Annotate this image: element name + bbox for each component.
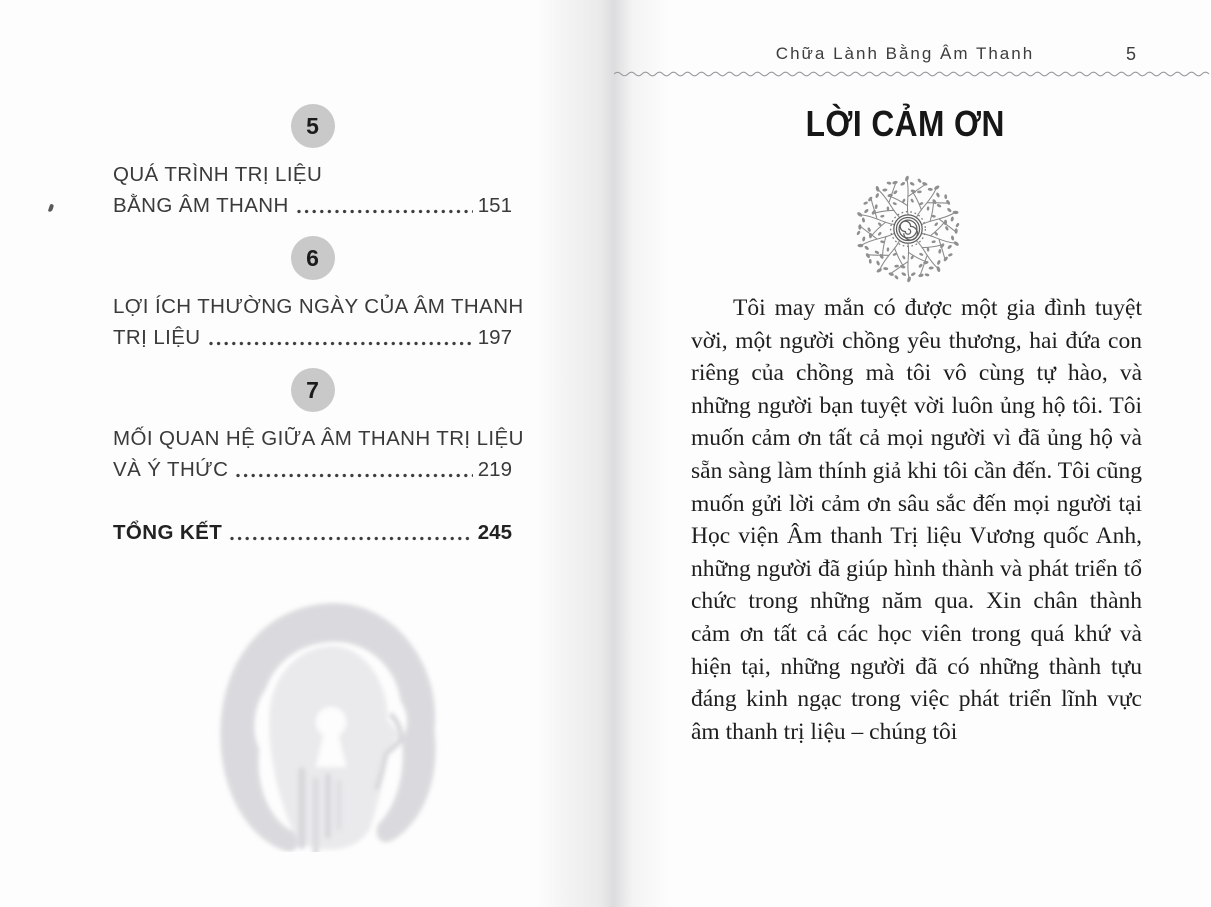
chapter-page-number: 197: [477, 326, 512, 349]
chapter-number-badge: [291, 104, 335, 148]
chapter-title-line: LỢI ÍCH THƯỜNG NGÀY CỦA ÂM THANH: [113, 295, 524, 318]
chapter-page-number: 151: [477, 194, 512, 217]
chapter-title-line: BẰNG ÂM THANH: [113, 194, 289, 217]
page-number: 5: [1125, 44, 1136, 64]
chapter-number: 7: [306, 377, 319, 403]
running-title: Chữa Lành Bằng Âm Thanh: [775, 44, 1035, 63]
book-spine-shadow: [536, 0, 670, 907]
chapter-number: 6: [306, 245, 319, 271]
toc-entry-chapter-7: [113, 368, 524, 485]
chapter-page-number: 219: [477, 458, 512, 481]
dot-leader: [229, 535, 473, 542]
dot-leader: [235, 472, 473, 479]
chapter-title-line: VÀ Ý THỨC: [113, 458, 229, 481]
head-keyhole-watermark-illustration: [200, 590, 456, 852]
chapter-number-badge: [291, 368, 335, 412]
page-title: LỜI CẢM ƠN: [805, 103, 1005, 144]
scan-speck: [48, 204, 54, 213]
toc-entry-chapter-5: [113, 104, 512, 221]
toc-entry-chapter-6: [113, 236, 524, 353]
mandala-ornament-illustration: [845, 166, 971, 292]
dot-leader: [208, 340, 473, 347]
chapter-title-line: TRỊ LIỆU: [113, 326, 201, 349]
toc-entry-summary: [113, 517, 512, 548]
chapter-title-line: QUÁ TRÌNH TRỊ LIỆU: [113, 163, 323, 186]
summary-page-number: 245: [477, 521, 512, 544]
chapter-number: 5: [306, 113, 319, 139]
chapter-number-badge: [291, 236, 335, 280]
dot-leader: [296, 208, 473, 215]
wavy-divider: [614, 68, 1211, 80]
acknowledgment-paragraph: Tôi may mắn có được một gia đình tuyệt vời, một người chồng yêu thương, hai đứa con riêng của chồng mà tôi vô cùng tự hào, và những người bạn tuyệt vời luôn ủng hộ tôi. Tôi muốn cảm ơn tất cả mọi người vì đã ủng hộ và sẵn sàng làm thính giả khi tôi cần đến. Tôi cũng muốn gửi lời cảm ơn sâu sắc đến mọi người tại Học viện Âm thanh Trị liệu Vương quốc Anh, những người đã giúp hình thành và phát triển tổ chức trong những năm qua. Xin chân thành cảm ơn tất cả các học viên trong quá khứ và hiện tại, những người đã có những thành tựu đáng kinh ngạc trong việc phát triển lĩnh vực âm thanh trị liệu – chúng tôi: [691, 295, 1142, 745]
chapter-title-line: MỐI QUAN HỆ GIỮA ÂM THANH TRỊ LIỆU: [113, 427, 524, 450]
wavy-divider-path: [614, 72, 1209, 76]
table-of-contents: [113, 104, 524, 548]
summary-title: TỔNG KẾT: [113, 521, 223, 544]
